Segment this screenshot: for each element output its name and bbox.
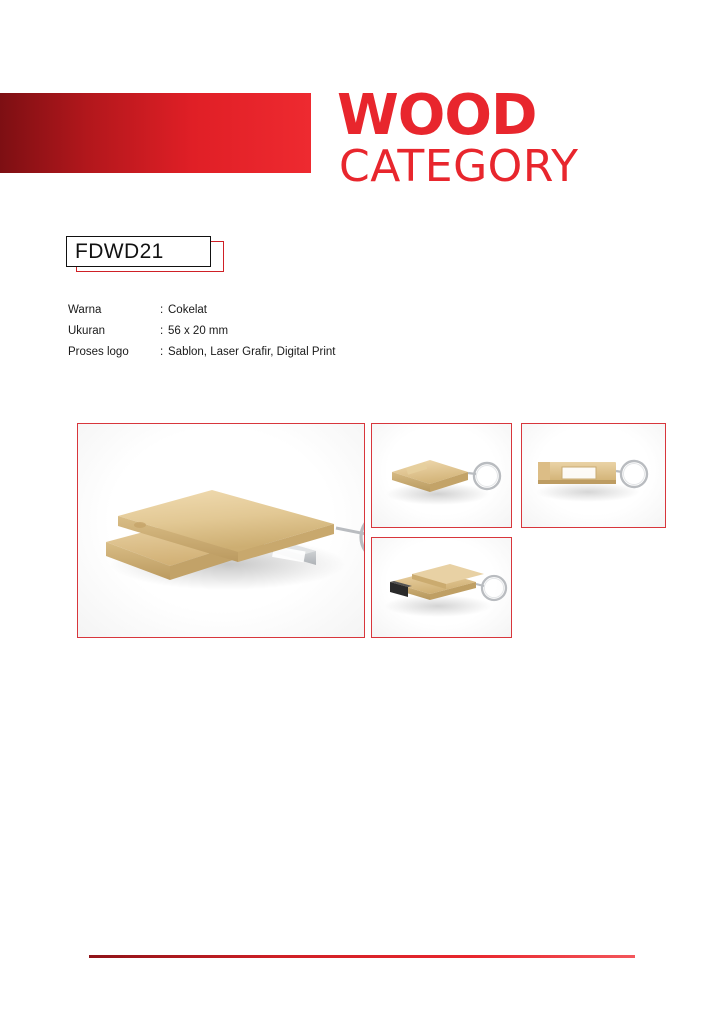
spec-label: Warna bbox=[68, 304, 102, 316]
spec-separator: : bbox=[160, 346, 164, 358]
usb-wood-swivel-illustration bbox=[372, 538, 512, 638]
usb-wood-open-illustration bbox=[78, 424, 365, 638]
page-title bbox=[337, 83, 717, 192]
page-title-line-2: CATEGORY bbox=[339, 141, 579, 192]
photo-2 bbox=[371, 423, 512, 528]
spec-row bbox=[68, 324, 335, 338]
product-code-box bbox=[66, 236, 211, 267]
main-photo bbox=[77, 423, 365, 638]
product-code-text: FDWD21 bbox=[75, 239, 164, 263]
spec-row bbox=[68, 345, 335, 359]
photo-4 bbox=[371, 537, 512, 638]
spec-row bbox=[68, 303, 335, 317]
page-title-line-1: WOOD bbox=[337, 83, 537, 148]
spec-value: Sablon, Laser Grafir, Digital Print bbox=[168, 346, 336, 358]
spec-label: Proses logo bbox=[68, 346, 129, 358]
photo-3 bbox=[521, 423, 666, 528]
spec-value: 56 x 20 mm bbox=[168, 325, 229, 337]
usb-wood-closed-illustration bbox=[372, 424, 512, 528]
spec-label: Ukuran bbox=[68, 325, 106, 337]
spec-value: Cokelat bbox=[168, 304, 207, 316]
usb-wood-front-illustration bbox=[522, 424, 666, 528]
spec-separator: : bbox=[160, 325, 164, 337]
page-header bbox=[0, 83, 724, 192]
header-red-bar bbox=[0, 93, 311, 173]
product-code-badge bbox=[66, 236, 226, 270]
product-specs bbox=[68, 303, 335, 366]
spec-separator: : bbox=[160, 304, 164, 316]
footer-rule bbox=[89, 955, 635, 958]
